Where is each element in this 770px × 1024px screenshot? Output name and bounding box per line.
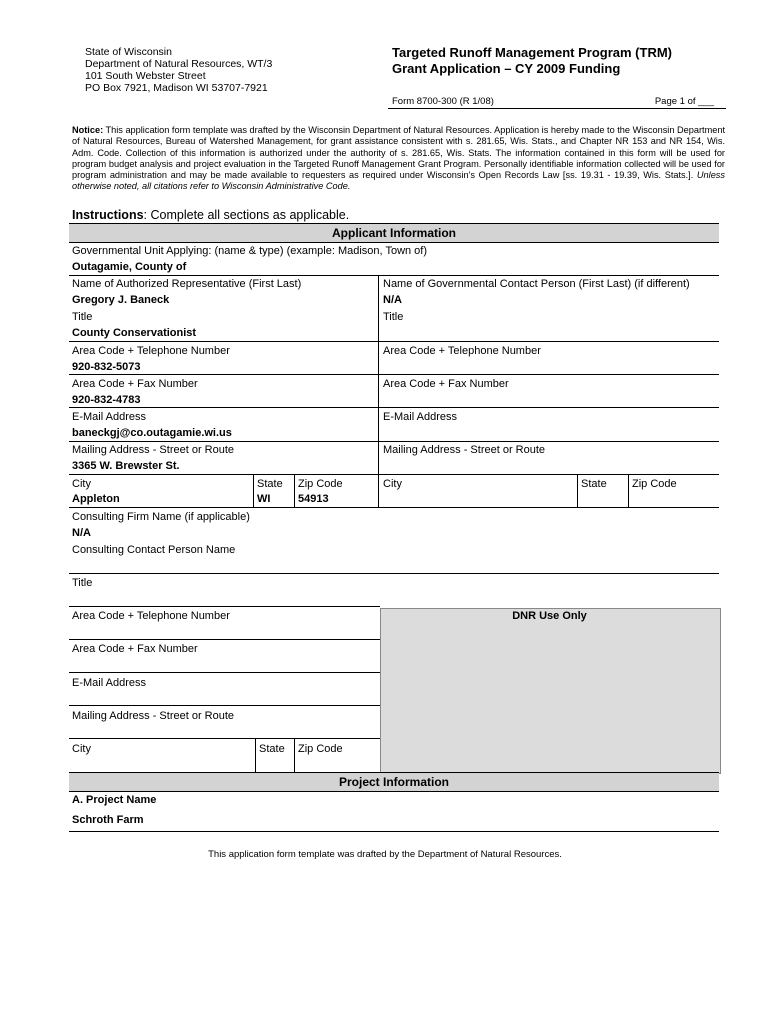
footer-note: This application form template was drafted by the Department of Natural Resources. [208, 849, 562, 860]
city-label: City [72, 478, 91, 490]
dnr-use-only-label: DNR Use Only [512, 610, 587, 622]
notice-italic: Unless otherwise noted, all citations refer to Wisconsin Administrative Code. [72, 170, 725, 192]
consult-email-label: E-Mail Address [72, 677, 146, 689]
row-line [69, 606, 380, 607]
consult-zip-label: Zip Code [298, 743, 343, 755]
contact-fax-label: Area Code + Fax Number [383, 378, 509, 390]
contact-city-label: City [383, 478, 402, 490]
consult-fax-label: Area Code + Fax Number [72, 643, 198, 655]
agency-address [85, 46, 272, 94]
contact-email-label: E-Mail Address [383, 411, 457, 423]
firm-label: Consulting Firm Name (if applicable) [72, 511, 250, 523]
notice-text: This application form template was drafted by the Wisconsin Department of Natural Resources. Application is hereby made to the Wisconsin Department of Natural Resources, Bureau of Watershed Management, for grant assistance consistent with s. 281.65, Wis. Stats., and Chapter NR 153 and NR 154, Wis. Adm. Code. Collection of this information is authorized under the authority of s. 281.65, Wis. Stats. The information contained in this form will be used for program budget analysis and project evaluation in the Targeted Runoff Management Grant Program. Personally identifiable information collected will be used for program administration and may be made available to requesters as required under Wisconsin's Open Records Law [ss. 19.31 - 19.39, Wis. Stats.]. [72, 125, 725, 181]
row-line [69, 705, 380, 706]
agency-line: 101 South Webster Street [85, 70, 206, 82]
form-title-line1: Targeted Runoff Management Program (TRM) [392, 45, 672, 60]
row-line [69, 474, 719, 475]
row-line [69, 407, 719, 408]
contact-value[interactable]: N/A [383, 294, 402, 306]
instructions-text: : Complete all sections as applicable. [143, 208, 350, 222]
notice-paragraph [72, 125, 725, 193]
rep-label: Name of Authorized Representative (First Last) [72, 278, 302, 290]
contact-label: Name of Governmental Contact Person (First Last) (if different) [383, 278, 690, 290]
agency-line: Department of Natural Resources, WT/3 [85, 58, 273, 70]
column-divider [253, 474, 254, 507]
unit-value[interactable]: Outagamie, County of [72, 261, 187, 273]
dnr-use-only-box [380, 608, 721, 774]
rep-value[interactable]: Gregory J. Baneck [72, 294, 170, 306]
notice-label: Notice: [72, 125, 104, 135]
row-line [69, 341, 719, 342]
consult-state-label: State [259, 743, 285, 755]
contact-mail-label: Mailing Address - Street or Route [383, 444, 546, 456]
title-label: Title [72, 311, 93, 323]
column-divider [255, 738, 256, 772]
email-label: E-Mail Address [72, 411, 146, 423]
row-line [69, 738, 380, 739]
fax-label: Area Code + Fax Number [72, 378, 198, 390]
phone-label: Area Code + Telephone Number [72, 345, 230, 357]
state-label: State [257, 478, 283, 490]
agency-line: State of Wisconsin [85, 46, 172, 58]
project-name-value[interactable]: Schroth Farm [72, 814, 144, 826]
page-number: Page 1 of ___ [654, 96, 714, 107]
contact-title-label: Title [383, 311, 404, 323]
phone-value[interactable]: 920-832-5073 [72, 361, 141, 373]
row-line [69, 639, 380, 640]
row-line [69, 374, 719, 375]
form-title-line2: Grant Application – CY 2009 Funding [392, 61, 621, 76]
project-name-label: A. Project Name [72, 794, 157, 806]
form-number: Form 8700-300 (R 1/08) [392, 96, 494, 107]
column-divider [294, 738, 295, 772]
contact-zip-label: Zip Code [632, 478, 677, 490]
row-line [69, 441, 719, 442]
consult-title-label: Title [72, 577, 93, 589]
instructions [72, 208, 349, 222]
row-line [69, 507, 719, 508]
section-header-project: Project Information [69, 772, 719, 792]
column-divider [378, 275, 379, 507]
title-value[interactable]: County Conservationist [72, 327, 197, 339]
zip-value[interactable]: 54913 [298, 493, 329, 505]
form-title [392, 45, 672, 77]
instructions-label: Instructions [72, 208, 144, 222]
header-rule [388, 108, 726, 109]
agency-line: PO Box 7921, Madison WI 53707-7921 [85, 82, 268, 94]
city-value[interactable]: Appleton [72, 493, 120, 505]
consult-mail-label: Mailing Address - Street or Route [72, 710, 235, 722]
state-value[interactable]: WI [257, 493, 271, 505]
email-value[interactable]: baneckgj@co.outagamie.wi.us [72, 427, 232, 439]
row-line [69, 831, 719, 832]
consult-person-label: Consulting Contact Person Name [72, 544, 236, 556]
contact-phone-label: Area Code + Telephone Number [383, 345, 541, 357]
row-line [69, 573, 719, 574]
fax-value[interactable]: 920-832-4783 [72, 394, 141, 406]
zip-label: Zip Code [298, 478, 343, 490]
consult-city-label: City [72, 743, 91, 755]
consult-phone-label: Area Code + Telephone Number [72, 610, 230, 622]
column-divider [294, 474, 295, 507]
row-line [69, 672, 380, 673]
column-divider [577, 474, 578, 507]
unit-label: Governmental Unit Applying: (name & type) (example: Madison, Town of) [72, 245, 428, 257]
firm-value[interactable]: N/A [72, 527, 91, 539]
column-divider [628, 474, 629, 507]
mail-label: Mailing Address - Street or Route [72, 444, 235, 456]
contact-state-label: State [581, 478, 607, 490]
mail-value[interactable]: 3365 W. Brewster St. [72, 460, 180, 472]
section-header-applicant: Applicant Information [69, 223, 719, 243]
row-line [69, 275, 719, 276]
